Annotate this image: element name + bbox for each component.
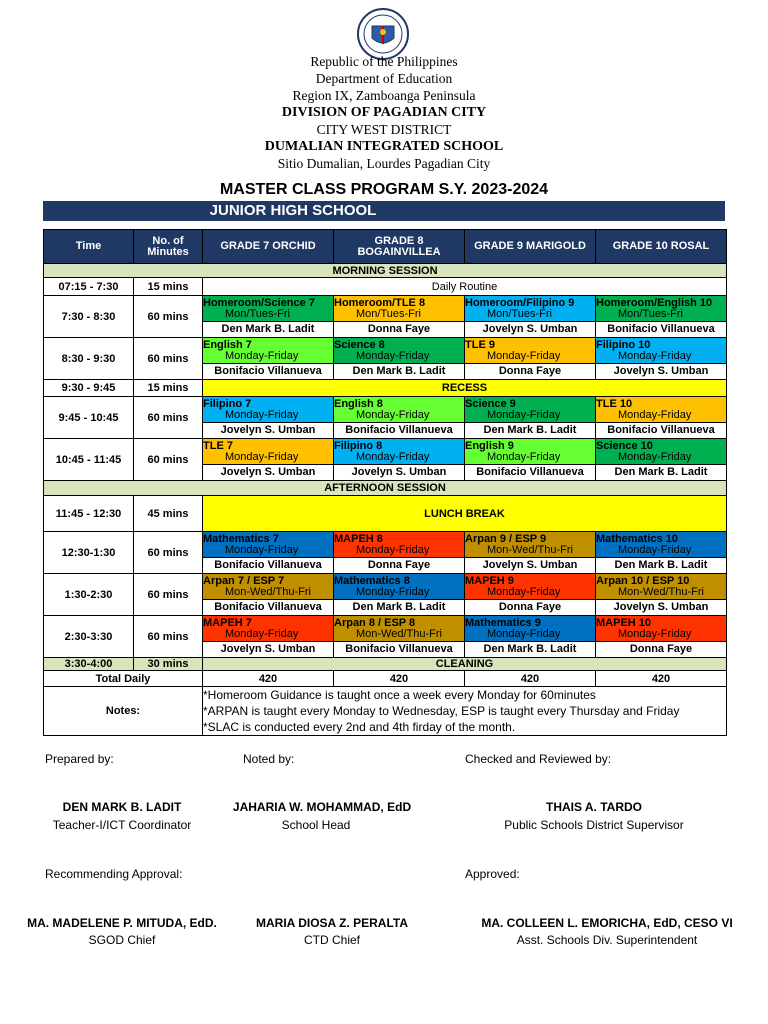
subject-name: Arpan 8 / ESP 8 xyxy=(334,616,416,629)
teacher-cell: Bonifacio Villanueva xyxy=(596,423,727,439)
time-cell: 10:45 - 11:45 xyxy=(44,439,134,481)
teacher-cell: Bonifacio Villanueva xyxy=(203,600,334,616)
subject-days: Monday-Friday xyxy=(487,349,561,362)
subject-cell xyxy=(203,338,334,364)
subject-days: Monday-Friday xyxy=(225,349,299,362)
subject-cell xyxy=(203,397,334,423)
total-grade10: 420 xyxy=(596,671,727,687)
time-cell: 1:30-2:30 xyxy=(44,574,134,616)
header-address: Sitio Dumalian, Lourdes Pagadian City xyxy=(277,156,491,171)
header-time: Time xyxy=(44,230,134,264)
subject-days: Monday-Friday xyxy=(356,450,430,463)
noter-role: School Head xyxy=(281,818,351,832)
time-cell: 9:45 - 10:45 xyxy=(44,397,134,439)
subject-days: Mon/Tues-Fri xyxy=(225,307,290,320)
subject-cell xyxy=(334,296,465,322)
total-grade8: 420 xyxy=(334,671,465,687)
teacher-cell: Donna Faye xyxy=(465,600,596,616)
ctd-chief-name: MARIA DIOSA Z. PERALTA xyxy=(256,916,408,930)
superintendent-role: Asst. Schools Div. Superintendent xyxy=(516,933,698,947)
teacher-cell: Jovelyn S. Umban xyxy=(203,642,334,658)
subject-days: Monday-Friday xyxy=(618,349,692,362)
level-band xyxy=(43,201,725,221)
subject-cell xyxy=(596,532,727,558)
subject-cell xyxy=(203,532,334,558)
subject-days: Monday-Friday xyxy=(618,627,692,640)
total-grade7: 420 xyxy=(203,671,334,687)
header-department: Department of Education xyxy=(315,71,453,86)
minutes-cell: 60 mins xyxy=(134,532,203,574)
header-region: Region IX, Zamboanga Peninsula xyxy=(292,88,476,103)
time-cell: 12:30-1:30 xyxy=(44,532,134,574)
subject-days: Monday-Friday xyxy=(618,450,692,463)
teacher-cell: Jovelyn S. Umban xyxy=(203,465,334,481)
teacher-cell: Donna Faye xyxy=(465,364,596,380)
subject-cell xyxy=(334,574,465,600)
subject-name: Homeroom/Science 7 xyxy=(203,296,315,309)
subject-days: Mon/Tues-Fri xyxy=(487,307,552,320)
header-grade7: GRADE 7 ORCHID xyxy=(203,230,334,264)
subject-name: Arpan 7 / ESP 7 xyxy=(203,574,285,587)
minutes-cell: 60 mins xyxy=(134,338,203,380)
subject-cell xyxy=(596,397,727,423)
subject-days: Monday-Friday xyxy=(225,408,299,421)
minutes-cell: 60 mins xyxy=(134,397,203,439)
recommending-approval-label: Recommending Approval: xyxy=(45,867,183,881)
reviewer-role: Public Schools District Supervisor xyxy=(504,818,684,832)
subject-days: Monday-Friday xyxy=(225,627,299,640)
noter-name: JAHARIA W. MOHAMMAD, EdD xyxy=(232,800,412,814)
subject-name: Science 9 xyxy=(465,397,516,410)
subject-days: Monday-Friday xyxy=(618,543,692,556)
sgod-chief-name: MA. MADELENE P. MITUDA, EdD. xyxy=(27,916,217,930)
notes-list xyxy=(203,687,727,736)
teacher-cell: Bonifacio Villanueva xyxy=(334,642,465,658)
teacher-cell: Donna Faye xyxy=(334,322,465,338)
lunch-break-cell: LUNCH BREAK xyxy=(203,496,727,532)
subject-name: MAPEH 7 xyxy=(203,616,252,629)
note-item: *Homeroom Guidance is taught once a week every Monday for 60minutes xyxy=(203,688,596,702)
teacher-cell: Den Mark B. Ladit xyxy=(596,465,727,481)
header-division: DIVISION OF PAGADIAN CITY xyxy=(281,105,487,120)
subject-days: Monday-Friday xyxy=(487,585,561,598)
prepared-by-label: Prepared by: xyxy=(45,752,114,766)
subject-days: Monday-Friday xyxy=(356,543,430,556)
subject-name: Filipino 8 xyxy=(334,439,383,452)
note-item: *ARPAN is taught every Monday to Wednesday, ESP is taught every Thursday and Friday xyxy=(203,704,680,718)
page-title: MASTER CLASS PROGRAM S.Y. 2023-2024 xyxy=(219,181,549,198)
daily-routine-cell: Daily Routine xyxy=(203,278,727,296)
ctd-chief-role: CTD Chief xyxy=(303,933,360,947)
subject-name: Homeroom/Filipino 9 xyxy=(465,296,575,309)
subject-cell xyxy=(334,616,465,642)
subject-days: Mon/Tues-Fri xyxy=(356,307,421,320)
subject-cell xyxy=(334,338,465,364)
subject-cell xyxy=(596,338,727,364)
preparer-role: Teacher-I/ICT Coordinator xyxy=(52,818,192,832)
teacher-cell: Den Mark B. Ladit xyxy=(334,600,465,616)
header-republic: Republic of the Philippines xyxy=(310,54,458,69)
subject-cell xyxy=(203,439,334,465)
superintendent-name: MA. COLLEEN L. EMORICHA, EdD, CESO VI xyxy=(481,916,733,930)
subject-name: TLE 9 xyxy=(465,338,495,351)
subject-name: Homeroom/English 10 xyxy=(596,296,713,309)
class-schedule-table xyxy=(43,229,727,736)
subject-cell xyxy=(203,616,334,642)
teacher-cell: Jovelyn S. Umban xyxy=(203,423,334,439)
teacher-cell: Den Mark B. Ladit xyxy=(203,322,334,338)
notes-label: Notes: xyxy=(44,687,203,736)
subject-cell xyxy=(334,397,465,423)
teacher-cell: Den Mark B. Ladit xyxy=(334,364,465,380)
subject-cell xyxy=(465,296,596,322)
subject-name: TLE 7 xyxy=(203,439,233,452)
teacher-cell: Jovelyn S. Umban xyxy=(465,322,596,338)
subject-days: Monday-Friday xyxy=(356,408,430,421)
subject-name: English 7 xyxy=(203,338,252,351)
total-daily-label: Total Daily xyxy=(44,671,203,687)
level-band-label: JUNIOR HIGH SCHOOL xyxy=(209,202,377,219)
subject-cell xyxy=(334,439,465,465)
subject-days: Monday-Friday xyxy=(225,543,299,556)
header-district: CITY WEST DISTRICT xyxy=(316,122,452,137)
subject-name: Arpan 9 / ESP 9 xyxy=(465,532,547,545)
subject-name: English 8 xyxy=(334,397,383,410)
afternoon-session-label: AFTERNOON SESSION xyxy=(44,481,727,496)
time-cell: 07:15 - 7:30 xyxy=(44,278,134,296)
time-cell: 7:30 - 8:30 xyxy=(44,296,134,338)
time-cell: 9:30 - 9:45 xyxy=(44,380,134,397)
subject-name: Mathematics 7 xyxy=(203,532,279,545)
subject-days: Monday-Friday xyxy=(487,450,561,463)
minutes-cell: 15 mins xyxy=(134,278,203,296)
subject-days: Monday-Friday xyxy=(225,450,299,463)
subject-name: Arpan 10 / ESP 10 xyxy=(596,574,690,587)
header-minutes: No. of Minutes xyxy=(134,230,203,264)
subject-days: Mon-Wed/Thu-Fri xyxy=(487,543,573,556)
teacher-cell: Den Mark B. Ladit xyxy=(465,642,596,658)
checked-by-label: Checked and Reviewed by: xyxy=(465,752,612,766)
subject-days: Mon/Tues-Fri xyxy=(618,307,683,320)
subject-name: Mathematics 8 xyxy=(334,574,410,587)
subject-cell xyxy=(596,616,727,642)
subject-name: Science 10 xyxy=(596,439,653,452)
teacher-cell: Donna Faye xyxy=(596,642,727,658)
subject-name: English 9 xyxy=(465,439,514,452)
teacher-cell: Den Mark B. Ladit xyxy=(596,558,727,574)
noted-by-label: Noted by: xyxy=(243,752,295,766)
teacher-cell: Donna Faye xyxy=(334,558,465,574)
subject-days: Monday-Friday xyxy=(487,627,561,640)
teacher-cell: Jovelyn S. Umban xyxy=(596,600,727,616)
header-grade10: GRADE 10 ROSAL xyxy=(596,230,727,264)
reviewer-name: THAIS A. TARDO xyxy=(546,800,642,814)
subject-days: Monday-Friday xyxy=(618,408,692,421)
teacher-cell: Jovelyn S. Umban xyxy=(334,465,465,481)
subject-days: Monday-Friday xyxy=(356,349,430,362)
subject-cell xyxy=(203,574,334,600)
subject-cell xyxy=(596,574,727,600)
minutes-cell: 60 mins xyxy=(134,616,203,658)
subject-name: Filipino 10 xyxy=(596,338,651,351)
subject-cell xyxy=(203,296,334,322)
teacher-cell: Bonifacio Villanueva xyxy=(334,423,465,439)
time-cell: 3:30-4:00 xyxy=(44,658,134,671)
subject-cell xyxy=(465,574,596,600)
subject-name: MAPEH 8 xyxy=(334,532,383,545)
subject-days: Monday-Friday xyxy=(487,408,561,421)
subject-name: Mathematics 10 xyxy=(596,532,678,545)
time-cell: 2:30-3:30 xyxy=(44,616,134,658)
teacher-cell: Bonifacio Villanueva xyxy=(203,364,334,380)
cleaning-cell: CLEANING xyxy=(203,658,727,671)
total-grade9: 420 xyxy=(465,671,596,687)
morning-session-label: MORNING SESSION xyxy=(44,264,727,278)
subject-name: Mathematics 9 xyxy=(465,616,541,629)
subject-cell xyxy=(334,532,465,558)
approved-label: Approved: xyxy=(465,867,520,881)
header-grade9: GRADE 9 MARIGOLD xyxy=(465,230,596,264)
subject-name: Homeroom/TLE 8 xyxy=(334,296,426,309)
teacher-cell: Den Mark B. Ladit xyxy=(465,423,596,439)
note-item: *SLAC is conducted every 2nd and 4th firday of the month. xyxy=(203,720,516,734)
subject-name: Science 8 xyxy=(334,338,385,351)
subject-days: Mon-Wed/Thu-Fri xyxy=(356,627,442,640)
subject-cell xyxy=(465,616,596,642)
subject-cell xyxy=(465,338,596,364)
time-cell: 11:45 - 12:30 xyxy=(44,496,134,532)
subject-days: Mon-Wed/Thu-Fri xyxy=(225,585,311,598)
recess-cell: RECESS xyxy=(203,380,727,397)
preparer-name: DEN MARK B. LADIT xyxy=(62,800,182,814)
minutes-cell: 30 mins xyxy=(134,658,203,671)
subject-name: MAPEH 10 xyxy=(596,616,652,629)
subject-cell xyxy=(465,397,596,423)
minutes-cell: 60 mins xyxy=(134,296,203,338)
teacher-cell: Jovelyn S. Umban xyxy=(596,364,727,380)
teacher-cell: Bonifacio Villanueva xyxy=(465,465,596,481)
time-cell: 8:30 - 9:30 xyxy=(44,338,134,380)
subject-cell xyxy=(596,296,727,322)
subject-days: Monday-Friday xyxy=(356,585,430,598)
minutes-cell: 15 mins xyxy=(134,380,203,397)
teacher-cell: Bonifacio Villanueva xyxy=(596,322,727,338)
subject-cell xyxy=(465,439,596,465)
subject-name: Filipino 7 xyxy=(203,397,252,410)
subject-cell xyxy=(596,439,727,465)
teacher-cell: Jovelyn S. Umban xyxy=(465,558,596,574)
subject-days: Mon-Wed/Thu-Fri xyxy=(618,585,704,598)
subject-cell xyxy=(465,532,596,558)
subject-name: TLE 10 xyxy=(596,397,633,410)
teacher-cell: Bonifacio Villanueva xyxy=(203,558,334,574)
minutes-cell: 45 mins xyxy=(134,496,203,532)
subject-name: MAPEH 9 xyxy=(465,574,514,587)
sgod-chief-role: SGOD Chief xyxy=(88,933,156,947)
minutes-cell: 60 mins xyxy=(134,574,203,616)
header-school: DUMALIAN INTEGRATED SCHOOL xyxy=(264,139,504,154)
header-grade8: GRADE 8 BOGAINVILLEA xyxy=(334,230,465,264)
minutes-cell: 60 mins xyxy=(134,439,203,481)
